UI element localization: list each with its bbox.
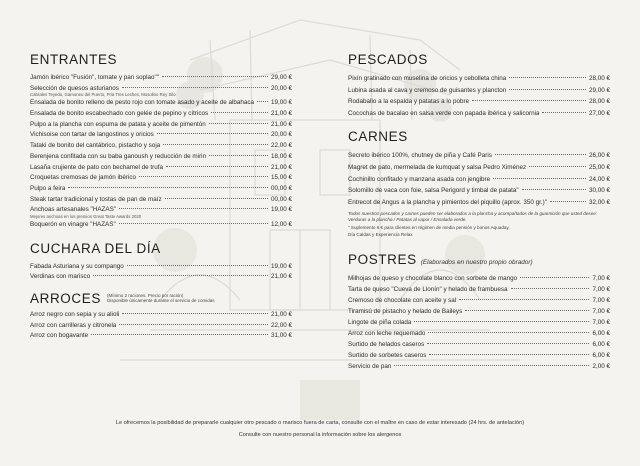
item-price: 21,00 € <box>270 273 292 281</box>
menu-item <box>348 317 610 328</box>
item-price: 21,00 € <box>270 310 292 318</box>
item-name: Anchoas artesanales "HAZAS" <box>30 206 117 214</box>
item-name: Vichisoise con tartar de langostinos y oricios <box>30 131 154 139</box>
item-price: 30,00 € <box>588 187 610 195</box>
postres-subtitle: (Elaborados en nuestro propio obrador) <box>420 258 533 266</box>
leader-dots <box>511 288 590 289</box>
leader-dots <box>139 176 268 177</box>
item-name: Arroz con carrilleras y citronela <box>30 321 117 329</box>
item-name: Steak tartar tradicional y tostas de pan de maíz <box>30 195 162 203</box>
item-name: Jamón ibérico "Fusión", tomate y pan soplao"" <box>30 74 159 81</box>
item-price: 7,00 € <box>592 296 610 304</box>
item-price: 19,00 € <box>270 99 292 107</box>
postres-header <box>348 252 610 267</box>
item-name: Arroz negro con sepia y su alioli <box>30 310 120 318</box>
item-price: 2,00 € <box>592 363 610 371</box>
item-price: 31,00 € <box>270 332 292 340</box>
menu-item <box>30 98 292 109</box>
leader-dots <box>429 354 589 355</box>
menu-item <box>30 120 292 131</box>
leader-dots <box>68 187 268 188</box>
item-name: Boquerón en vinagre "HAZAS" <box>30 220 116 228</box>
menu-item <box>348 73 610 85</box>
item-price: 6,00 € <box>592 352 610 360</box>
leader-dots <box>119 223 268 224</box>
leader-dots <box>550 201 586 202</box>
item-price: 6,00 € <box>592 330 610 338</box>
carnes-list <box>348 150 610 208</box>
menu-item <box>348 96 610 108</box>
leader-dots <box>91 334 268 335</box>
footer-note: Le ofrecemos la posibilidad de prepararle cualquier otro pescado o marisco fuera de carta, consulte con el maître en caso de estar interesado (24 hrs. de antelación) <box>115 420 525 426</box>
menu-item <box>348 197 610 209</box>
menu-item <box>30 220 292 231</box>
carnes-note: Todos nuestros pescados y carnes pueden ser elaborados a la plancha y acompañados de la guarnición que usted desee: Verduras a la plancha / Patatas al vapor / Ensalada verde. <box>348 211 598 222</box>
item-name: Selección de quesos asturianos <box>30 84 119 92</box>
menu-item <box>30 262 292 273</box>
item-price: 18,00 € <box>270 152 292 160</box>
cuchara-title: CUCHARA DEL DÍA <box>30 240 161 256</box>
cuchara-list <box>30 262 292 283</box>
menu-item <box>30 173 292 184</box>
leader-dots <box>509 89 586 90</box>
item-price: 7,00 € <box>592 274 610 282</box>
menu-item <box>30 331 292 342</box>
menu-item <box>30 109 292 120</box>
item-name: Rodaballo a la espalda y patatas a lo pobre <box>348 98 470 106</box>
item-price: 24,00 € <box>588 175 610 183</box>
item-price: 00,00 € <box>270 195 292 203</box>
menu-item <box>30 130 292 141</box>
item-price: 19,00 € <box>270 206 292 214</box>
menu-item <box>30 141 292 152</box>
leader-dots <box>119 208 268 209</box>
menu-item <box>30 152 292 163</box>
arroces-note-line2: Disponible únicamente durante el servicio de comidas <box>106 298 215 304</box>
item-price: 21,00 € <box>270 163 292 171</box>
item-price: 21,00 € <box>270 120 292 128</box>
item-price: 22,00 € <box>270 142 292 150</box>
item-name: Tataki de bonito del cantábrico, pistacho y soja <box>30 142 161 150</box>
arroces-list <box>30 310 292 342</box>
menu-item <box>348 150 610 162</box>
leader-dots <box>122 313 268 314</box>
right-column <box>348 52 610 373</box>
item-price: 29,00 € <box>270 74 292 81</box>
menu-item <box>348 284 610 295</box>
item-price: 32,00 € <box>588 198 610 206</box>
carnes-supplement-line2: Día Caldas y Experiencia Relax <box>348 232 413 238</box>
item-name: Verdinas con marisco <box>30 273 91 281</box>
menu-item <box>348 295 610 306</box>
item-name: Tarta de queso "Cueva de Llonín" y helado de frambuesa <box>348 285 508 293</box>
menu-item <box>348 350 610 361</box>
menu-item <box>348 108 610 120</box>
menu-item <box>348 306 610 317</box>
leader-dots <box>211 112 268 113</box>
item-subtitle: Cabrales Teyedo, Gamoneu del Puerto, Pria Tres Leches, Mosolino Rey Silo <box>30 92 176 98</box>
leader-dots <box>93 275 268 276</box>
item-name: Cremoso de chocolate con aceite y sal <box>348 296 457 304</box>
menu-item <box>30 310 292 321</box>
item-price: 6,00 € <box>592 341 610 349</box>
item-name: Surtido de sorbetes caseros <box>348 352 427 360</box>
item-price: 20,00 € <box>270 131 292 139</box>
menu-item <box>348 185 610 197</box>
item-price: 7,00 € <box>592 308 610 315</box>
leader-dots <box>495 154 586 155</box>
menu-item <box>30 163 292 174</box>
leader-dots <box>165 198 268 199</box>
item-price: 7,00 € <box>592 319 610 327</box>
carnes-title: CARNES <box>348 129 408 145</box>
item-name: Pixín gratinado con muselina de oricios y cebolleta china <box>348 75 507 82</box>
leader-dots <box>414 321 589 322</box>
leader-dots <box>472 100 586 101</box>
carnes-supplement-line1: " Suplemento 6 € para clientes en régimen de media pensión y bonos Aquaday, <box>348 224 510 230</box>
item-price: 19,00 € <box>270 262 292 270</box>
leader-dots <box>257 101 268 102</box>
leader-dots <box>459 299 589 300</box>
postres-list <box>348 273 610 373</box>
menu-item <box>348 339 610 350</box>
item-price: 22,00 € <box>270 321 292 329</box>
item-price: 20,00 € <box>270 84 292 92</box>
item-name: Lubina asada al cava y cremoso de guisantes y plancton <box>348 86 507 94</box>
item-name: Ensalada de bonito escabechado con gelée de pepino y cítricos <box>30 110 209 118</box>
leader-dots <box>166 166 268 167</box>
item-name: Fabada Asturiana y su compango <box>30 262 124 270</box>
leader-dots <box>427 343 589 344</box>
leader-dots <box>162 76 268 77</box>
leader-dots <box>122 87 268 88</box>
pescados-list <box>348 73 610 119</box>
leader-dots <box>127 265 268 266</box>
item-price: 27,00 € <box>588 109 610 117</box>
item-name: Cochinillo confitado y manzana asada con jengibre <box>348 175 491 183</box>
item-price: 29,00 € <box>588 86 610 94</box>
item-name: Berenjena confitada con su baba ganoush y reducción de mirin <box>30 152 207 160</box>
item-price: 28,00 € <box>588 75 610 82</box>
menu-item <box>348 85 610 97</box>
leader-dots <box>529 166 586 167</box>
arroces-header <box>30 291 292 306</box>
item-price: 21,00 € <box>270 110 292 118</box>
arroces-note <box>107 293 215 304</box>
arroces-note-line1: (Mínimo 2 raciones. Precio por ración) <box>106 292 184 298</box>
item-name: Secreto ibérico 100%, chutney de piña y Café Paris <box>348 152 492 160</box>
leader-dots <box>520 277 589 278</box>
leader-dots <box>428 332 589 333</box>
leader-dots <box>209 123 268 124</box>
item-name: Croquetas cremosas de jamón ibérico <box>30 174 137 182</box>
item-price: 7,00 € <box>592 285 610 293</box>
item-name: Arroz con leche requemado <box>348 330 426 338</box>
leader-dots <box>157 133 268 134</box>
menu-item <box>30 184 292 195</box>
postres-section <box>348 252 610 373</box>
leader-dots <box>493 178 586 179</box>
item-name: Tiramisú de pistacho y helado de Baileys <box>348 308 463 315</box>
item-name: Surtido de helados caseros <box>348 341 425 349</box>
item-name: Arroz con bogavante <box>30 332 89 340</box>
left-column <box>30 52 292 342</box>
menu-item <box>30 321 292 332</box>
leader-dots <box>465 310 589 311</box>
item-price: 12,00 € <box>270 220 292 228</box>
item-price: 15,00 € <box>270 174 292 182</box>
menu-item <box>348 162 610 174</box>
postres-title: POSTRES <box>348 251 417 267</box>
item-name: Lingote de piña colada <box>348 319 412 327</box>
menu-item <box>348 361 610 372</box>
leader-dots <box>509 77 586 78</box>
pescados-title: PESCADOS <box>348 52 428 67</box>
menu-item <box>30 272 292 283</box>
menu-item <box>348 273 610 284</box>
item-name: Lasaña crujiente de pato con bechamel de trufa <box>30 163 164 171</box>
leader-dots <box>209 155 268 156</box>
leader-dots <box>522 189 586 190</box>
item-name: Servicio de pan <box>348 363 392 371</box>
item-price: 28,00 € <box>588 98 610 106</box>
item-price: 00,00 € <box>270 184 292 192</box>
leader-dots <box>119 324 268 325</box>
item-name: Pulpo a feira <box>30 184 66 192</box>
entrantes-list <box>30 73 292 231</box>
leader-dots <box>394 365 589 366</box>
item-price: 25,00 € <box>588 163 610 171</box>
entrantes-title: ENTRANTES <box>30 52 118 67</box>
menu-item <box>30 73 292 84</box>
item-name: Cocochas de bacalao en salsa verde con papada ibérica y salicornia <box>348 109 540 117</box>
item-name: Pulpo a la plancha con espuma de patata y aceite de pimentón <box>30 120 206 128</box>
item-name: Solomillo de vaca con foie, salsa Perigord y timbal de patata" <box>348 187 519 195</box>
menu-item <box>348 174 610 186</box>
arroces-title: ARROCES <box>30 290 101 306</box>
item-name: Magret de pato, mermelada de kumquat y salsa Pedro Ximénez <box>348 163 527 171</box>
menu-item <box>30 195 292 206</box>
menu-item <box>348 328 610 339</box>
item-name: Ensalada de bonito relleno de pesto rojo con tomate asado y aceite de albahaca <box>30 99 255 107</box>
leader-dots <box>163 144 268 145</box>
item-name: Milhojas de queso y chocolate blanco con sorbete de mango <box>348 274 518 282</box>
item-name: Entrecot de Angus a la plancha y pimientos del piquillo (aprox. 350 gr.)" <box>348 198 547 206</box>
leader-dots <box>542 112 586 113</box>
item-subtitle: Mejores anchoas en los premios Great Taste Awards 2020 <box>30 213 142 219</box>
item-price: 26,00 € <box>588 152 610 160</box>
allergen-note: Consulte con nuestro personal la información sobre los alergenos <box>238 432 402 438</box>
